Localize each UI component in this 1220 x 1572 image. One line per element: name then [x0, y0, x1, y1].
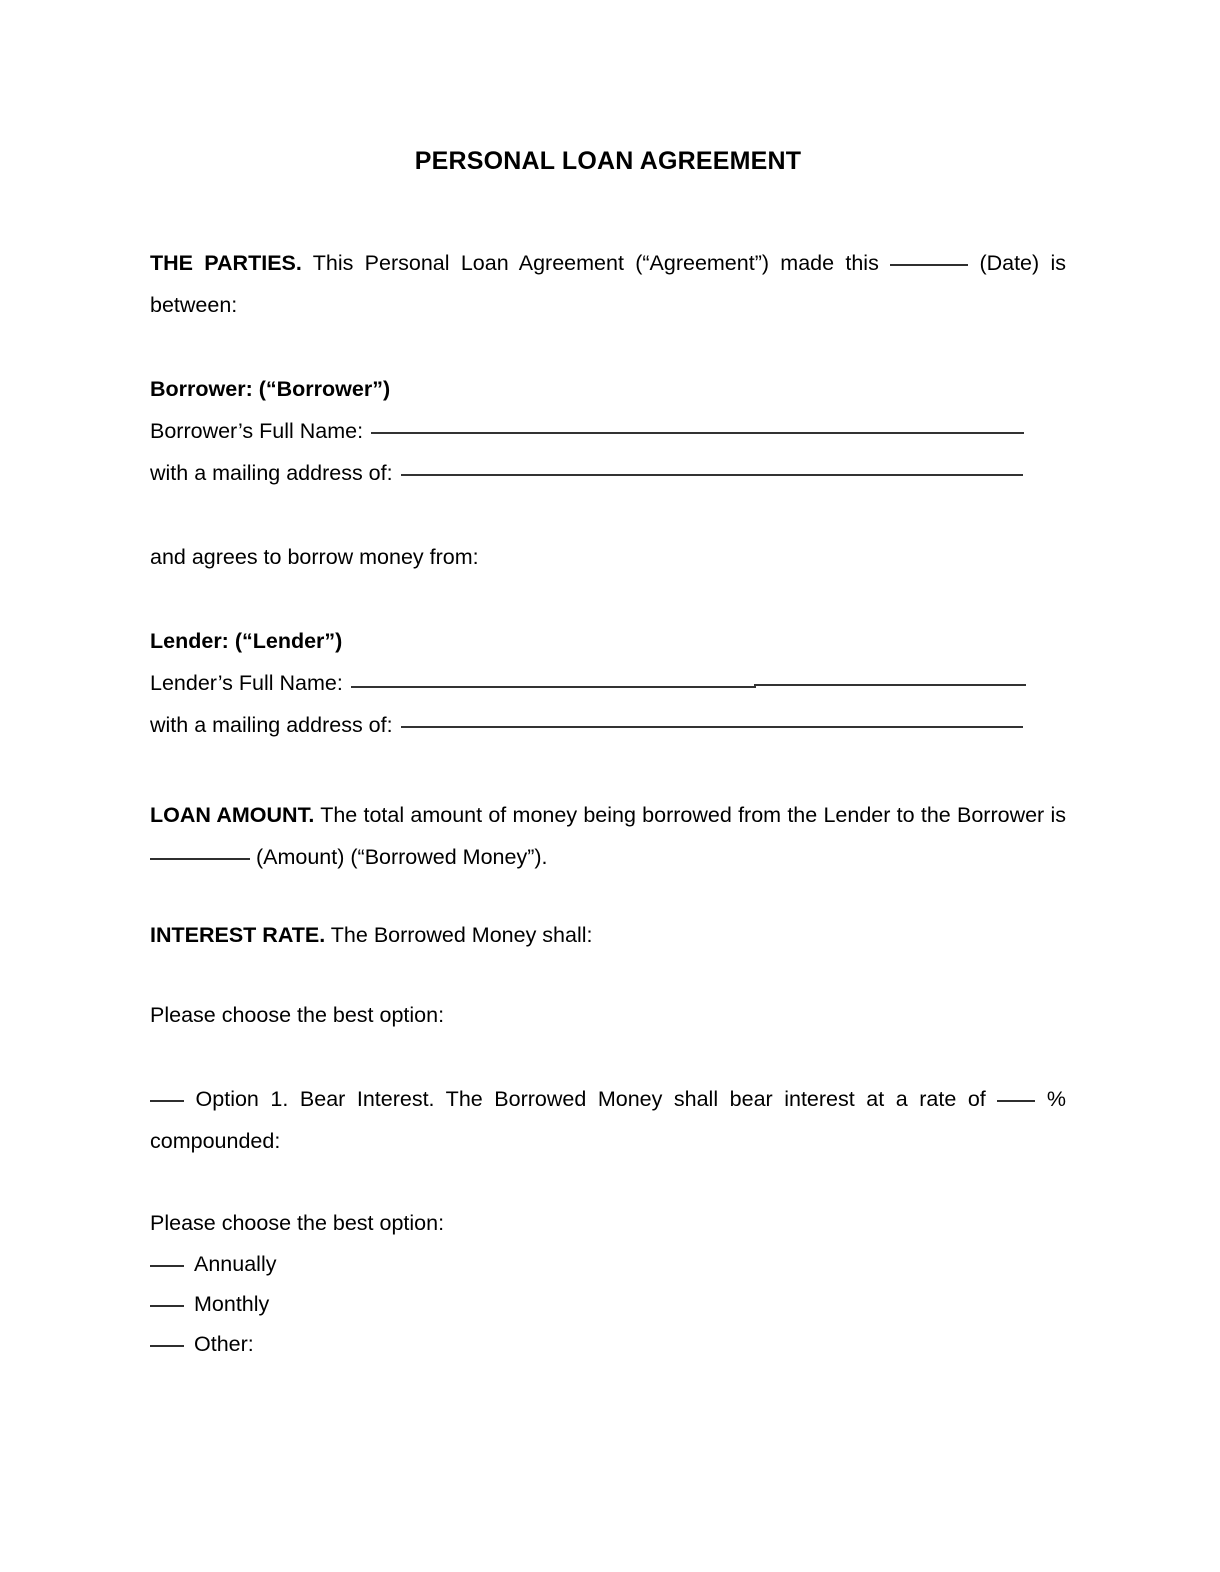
parties-text-after-blank: (Date) is between:: [150, 251, 1066, 317]
loan-amount-text-after-blank: (Amount) (“Borrowed Money”).: [255, 845, 548, 869]
option-1-text-after-rate: % compounded:: [150, 1087, 1066, 1153]
lender-heading: [150, 620, 1066, 662]
compounding-option-other[interactable]: [150, 1324, 1066, 1364]
borrower-address-input[interactable]: [401, 474, 1023, 476]
borrow-transition-text: and agrees to borrow money from:: [150, 545, 479, 569]
parties-heading: THE PARTIES.: [150, 251, 302, 275]
borrower-name-label: Borrower’s Full Name:: [150, 419, 364, 443]
lender-address-input[interactable]: [401, 726, 1023, 728]
compounding-option-annually[interactable]: [150, 1244, 1066, 1284]
annually-checkbox-blank[interactable]: [150, 1265, 184, 1267]
page-title: PERSONAL LOAN AGREEMENT: [414, 147, 802, 175]
document-body: [150, 0, 1066, 1364]
borrower-heading: [150, 368, 1066, 410]
compounding-choose-prompt: Please choose the best option:: [150, 1211, 445, 1235]
borrower-name-row: [150, 410, 1066, 452]
borrower-heading-label: Borrower: (“Borrower”): [150, 377, 391, 401]
lender-name-rule-segment-right: [754, 684, 1026, 686]
option-1-text-before-rate: Option 1. Bear Interest. The Borrowed Money shall bear interest at a rate of: [195, 1087, 986, 1111]
option-1-checkbox-blank[interactable]: [150, 1100, 184, 1102]
lender-name-row: [150, 662, 1066, 704]
lender-heading-label: Lender: (“Lender”): [150, 629, 343, 653]
interest-choose-prompt: Please choose the best option:: [150, 1003, 445, 1027]
lender-name-label: Lender’s Full Name:: [150, 671, 343, 695]
interest-rate-paragraph: [150, 914, 1066, 956]
loan-amount-paragraph: [150, 794, 1066, 878]
annually-label: Annually: [194, 1252, 277, 1276]
borrower-name-input[interactable]: [371, 432, 1024, 434]
borrower-address-label: with a mailing address of:: [150, 461, 393, 485]
other-checkbox-blank[interactable]: [150, 1345, 184, 1347]
lender-name-rule-segment-left: [351, 686, 756, 688]
compounding-option-monthly[interactable]: [150, 1284, 1066, 1324]
borrower-address-row: [150, 452, 1066, 494]
interest-rate-text: The Borrowed Money shall:: [330, 923, 593, 947]
date-blank-field[interactable]: [890, 264, 968, 266]
option-1-paragraph: [150, 1078, 1066, 1162]
lender-address-row: [150, 704, 1066, 746]
monthly-label: Monthly: [194, 1292, 270, 1316]
loan-amount-heading: LOAN AMOUNT.: [150, 803, 315, 827]
loan-amount-text-before-blank: The total amount of money being borrowed from the Lender to the Borrower is: [320, 803, 1066, 827]
option-1-rate-blank-field[interactable]: [997, 1100, 1035, 1102]
loan-amount-blank-field[interactable]: [150, 858, 250, 860]
other-label: Other:: [194, 1332, 254, 1356]
monthly-checkbox-blank[interactable]: [150, 1305, 184, 1307]
parties-text-before-blank: This Personal Loan Agreement (“Agreement”) made this: [312, 251, 879, 275]
lender-address-label: with a mailing address of:: [150, 713, 393, 737]
parties-paragraph: [150, 242, 1066, 326]
interest-rate-heading: INTEREST RATE.: [150, 923, 326, 947]
